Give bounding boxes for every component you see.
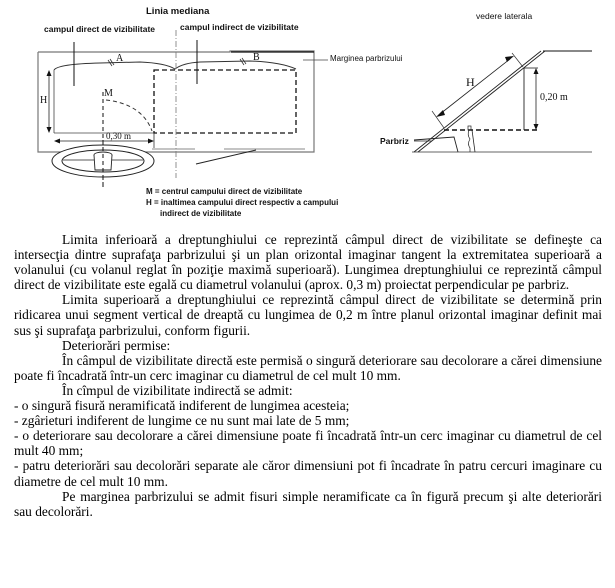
- windshield-edge-label: Marginea parbrizului: [330, 54, 403, 63]
- side-view-title: vedere laterala: [476, 11, 533, 21]
- list-item: - o deteriorare sau decolorare a cărei dimensiune poate fi încadrată într-un cerc imaginar cu diametrul de cel mult 40 mm;: [14, 428, 602, 459]
- label-M: M: [104, 88, 113, 99]
- indirect-field-label: campul indirect de vizibilitate: [180, 22, 299, 32]
- label-H-side: H: [466, 75, 475, 89]
- paragraph-lower-limit: Limita inferioară a dreptunghiului ce reprezintă câmpul direct de vizibilitate se defineşte ca intersecţia dintre suprafaţa parbrizului şi un plan orizontal imaginar tangent la extremitatea superioară a volanului (cu volanul reglat în poziţie maximă superioară). Lungimea dreptunghiului ce reprezintă câmpul direct de vizibilitate este egală cu diametrul volanului (aprox. 0,3 m) proiectat perpendicular pe parbriz.: [14, 232, 602, 293]
- body-text: [14, 232, 602, 519]
- windshield-label: Parbriz: [380, 136, 409, 146]
- median-line-label: Linia mediana: [146, 6, 210, 17]
- paragraph-indirect-field: În cîmpul de vizibilitate indirectă se admit:: [62, 382, 293, 398]
- label-A: A: [116, 53, 124, 64]
- legend-line-3: indirect de vizibilitate: [160, 209, 242, 218]
- height-dimension-label: 0,20 m: [540, 92, 568, 103]
- legend-line-2: H = inaltimea campului direct respectiv a campului: [146, 198, 339, 207]
- paragraph-upper-limit: Limita superioară a dreptunghiului ce reprezintă câmpul direct de vizibilitate se determină prin ridicarea unui segment vertical de dreaptă cu lungimea de 0,2 m între planul orizontal imaginar definit mai sus şi suprafaţa parbrizului, conform figurii.: [14, 292, 602, 338]
- paragraph-direct-field: În câmpul de vizibilitate directă este permisă o singură deteriorare sau decolorare a cărei dimensiune poate fi încadrată într-un cerc imaginar cu diametrul de cel mult 10 mm.: [14, 352, 602, 383]
- list-item: - o singură fisură neramificată indiferent de lungimea acesteia;: [14, 398, 350, 414]
- windshield-line-inner: [418, 51, 545, 152]
- permitted-damage-heading: Deteriorări permise:: [62, 337, 171, 353]
- label-B: B: [253, 52, 260, 63]
- list-item: - zgârieturi indiferent de lungime ce nu sunt mai late de 5 mm;: [14, 413, 350, 429]
- legend-line-1: M = centrul campului direct de vizibilitate: [146, 187, 303, 196]
- direct-field-label: campul direct de vizibilitate: [44, 24, 156, 34]
- side-H-line: [440, 59, 510, 114]
- windshield-visibility-figure: [0, 0, 615, 232]
- paragraph-edge: Pe marginea parbrizului se admit fisuri simple neramificate ca în figură precum şi alte deteriorări sau decolorări.: [14, 488, 602, 519]
- indirect-field-rect: [154, 70, 296, 133]
- width-dimension-label: 0,30 m: [106, 131, 132, 141]
- M-arc: [106, 100, 152, 131]
- label-H-front: H: [40, 95, 48, 106]
- list-item: - patru deteriorări sau decolorări separate ale căror dimensiuni pot fi încadrate în patru cercuri imaginare cu diametre de cel mult 10 mm.: [14, 458, 602, 489]
